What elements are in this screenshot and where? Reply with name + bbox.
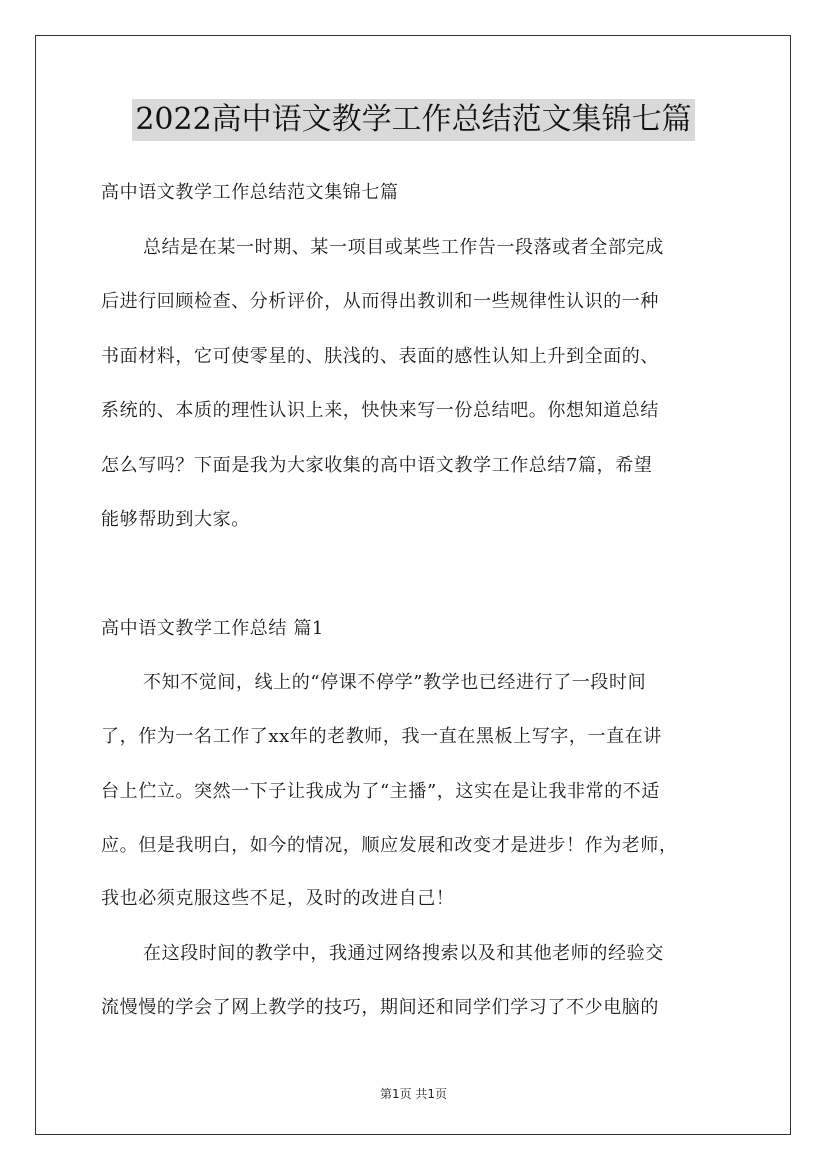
paragraph-line: 应。但是我明白，如今的情况，顺应发展和改变才是进步！作为老师， (101, 835, 678, 856)
paragraph-line: 流慢慢的学会了网上教学的技巧，期间还和同学们学习了不少电脑的 (101, 997, 659, 1018)
intro-line: 总结是在某一时期、某一项目或某些工作告一段落或者全部完成 (143, 237, 664, 258)
title-container (0, 99, 827, 141)
paragraph-line: 我也必须克服这些不足，及时的改进自己！ (101, 888, 455, 909)
paragraph-line: 台上伫立。突然一下子让我成为了“主播”，这实在是让我非常的不适 (101, 781, 661, 802)
section-heading: 高中语文教学工作总结 篇1 (101, 618, 324, 639)
intro-line: 系统的、本质的理性认识上来，快快来写一份总结吧。你想知道总结 (101, 400, 659, 421)
intro-line: 怎么写吗？下面是我为大家收集的高中语文教学工作总结7篇，希望 (101, 455, 653, 476)
paragraph-line: 不知不觉间，线上的“停课不停学”教学也已经进行了一段时间 (143, 672, 647, 693)
page-footer: 第1页 共1页 (379, 1087, 448, 1101)
intro-line: 书面材料，它可使零星的、肤浅的、表面的感性认知上升到全面的、 (101, 346, 659, 367)
document-title: 2022高中语文教学工作总结范文集锦七篇 (132, 99, 694, 141)
paragraph-line: 在这段时间的教学中，我通过网络搜索以及和其他老师的经验交 (143, 943, 664, 964)
intro-line: 能够帮助到大家。 (101, 509, 250, 530)
paragraph-line: 了，作为一名工作了xx年的老教师，我一直在黑板上写字，一直在讲 (101, 726, 662, 747)
intro-line: 后进行回顾检查、分析评价，从而得出教训和一些规律性认识的一种 (101, 291, 659, 312)
document-subtitle: 高中语文教学工作总结范文集锦七篇 (101, 182, 399, 203)
